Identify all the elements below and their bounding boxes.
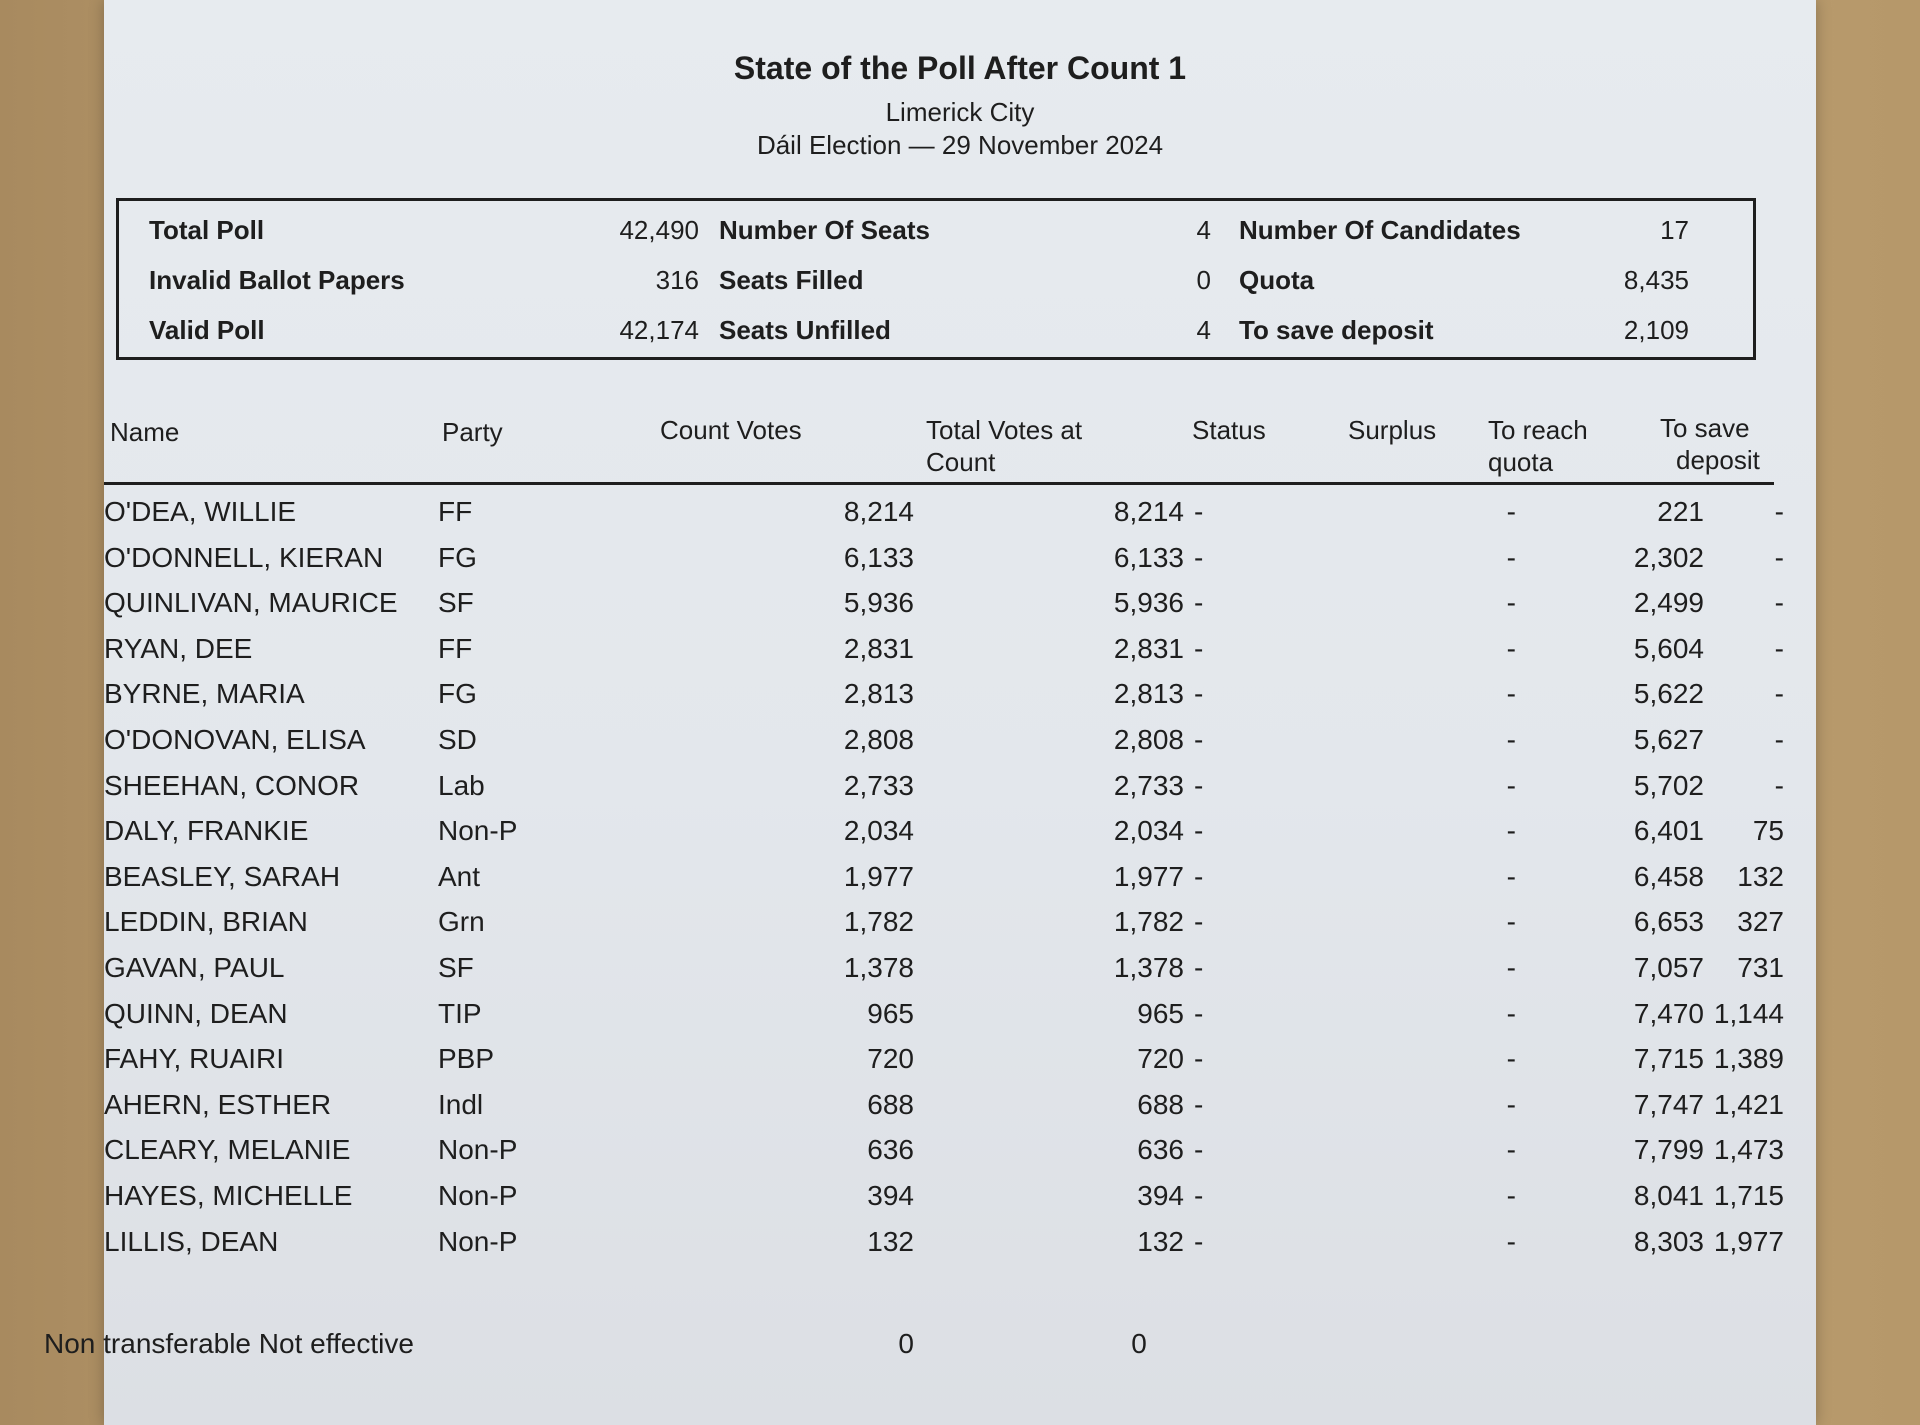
col-count-votes: Count Votes	[660, 415, 802, 445]
to-reach-quota: 7,057	[1633, 952, 1704, 983]
surplus: -	[1506, 1180, 1516, 1211]
table-row	[104, 627, 1816, 671]
surplus: -	[1506, 496, 1516, 527]
to-reach-quota: 7,799	[1633, 1134, 1704, 1166]
to-save-deposit: 1,144	[1713, 997, 1784, 1029]
candidate-party: Grn	[438, 906, 485, 938]
col-total-votes-line1: Total Votes at	[926, 415, 1083, 445]
to-save-deposit: 1,389	[1713, 1043, 1784, 1075]
candidate-name: BYRNE, MARIA	[104, 678, 305, 710]
col-status: Status	[1192, 415, 1266, 445]
poll-sheet	[44, 0, 1816, 1425]
status: -	[1194, 724, 1204, 755]
to-reach-quota: 5,622	[1633, 678, 1704, 710]
count-votes: 2,034	[843, 815, 914, 847]
table-row	[104, 900, 1816, 944]
candidate-party: FF	[438, 632, 473, 664]
to-reach-quota: 221	[1657, 496, 1704, 527]
col-total-votes-line2: Count	[926, 447, 996, 477]
quota-label: Quota	[1239, 265, 1315, 295]
to-reach-quota: 7,747	[1633, 1088, 1704, 1120]
to-reach-quota: 7,715	[1633, 1043, 1704, 1075]
candidate-party: Non-P	[438, 1225, 518, 1257]
surplus: -	[1506, 1134, 1516, 1166]
to-reach-quota: 6,458	[1633, 860, 1704, 892]
status: -	[1194, 769, 1204, 801]
status: -	[1194, 1225, 1204, 1257]
status: -	[1194, 678, 1204, 710]
status: -	[1194, 860, 1204, 892]
total-votes: 2,813	[1113, 678, 1184, 710]
surplus: -	[1506, 815, 1516, 847]
count-votes: 6,133	[843, 541, 914, 573]
to-reach-quota: 8,303	[1633, 1225, 1704, 1257]
candidate-party: Non-P	[438, 815, 518, 847]
candidate-name: QUINN, DEAN	[104, 997, 288, 1029]
candidate-party: PBP	[438, 1043, 495, 1075]
non-transferable-row	[44, 1322, 1816, 1366]
total-votes: 636	[1137, 1134, 1184, 1166]
total-votes: 2,831	[1113, 632, 1184, 664]
candidate-name: DALY, FRANKIE	[104, 815, 309, 847]
to-save-deposit: -	[1774, 724, 1784, 755]
candidate-name: HAYES, MICHELLE	[104, 1180, 353, 1211]
count-votes: 2,813	[843, 678, 914, 710]
surplus: -	[1506, 724, 1516, 755]
surplus: -	[1506, 906, 1516, 938]
to-save-deposit: 327	[1737, 906, 1784, 938]
status: -	[1194, 541, 1204, 573]
to-save-deposit: -	[1774, 496, 1784, 527]
surplus: -	[1506, 1225, 1516, 1257]
non-transferable-count: 0	[898, 1328, 914, 1359]
table-row	[104, 764, 1816, 808]
table-row	[104, 718, 1816, 762]
candidate-party: FG	[438, 678, 477, 710]
total-poll-label: Total Poll	[149, 215, 265, 245]
table-row	[104, 672, 1816, 716]
candidate-name: FAHY, RUAIRI	[104, 1043, 284, 1075]
table-row	[104, 581, 1816, 625]
candidate-name: QUINLIVAN, MAURICE	[104, 587, 398, 619]
count-votes: 1,977	[843, 860, 914, 892]
total-votes: 2,733	[1113, 769, 1184, 801]
total-votes: 2,808	[1113, 724, 1184, 755]
candidate-name: AHERN, ESTHER	[104, 1088, 332, 1120]
to-save-deposit: 132	[1737, 860, 1784, 892]
surplus: -	[1506, 678, 1516, 710]
sheet-header	[104, 48, 1816, 162]
candidate-party: FF	[438, 496, 473, 527]
total-votes: 1,782	[1113, 906, 1184, 938]
count-votes: 636	[867, 1134, 914, 1166]
surplus: -	[1506, 1088, 1516, 1120]
surplus: -	[1506, 541, 1516, 573]
candidate-name: O'DEA, WILLIE	[104, 496, 297, 527]
count-votes: 2,733	[843, 769, 914, 801]
save-deposit-value: 2,109	[1623, 315, 1689, 345]
seats-unfilled-value: 4	[1196, 315, 1211, 345]
surplus: -	[1506, 632, 1516, 664]
to-save-deposit: -	[1774, 541, 1784, 573]
count-votes: 1,782	[843, 906, 914, 938]
non-transferable-label: Non transferable Not effective	[44, 1328, 414, 1359]
to-save-deposit: -	[1774, 678, 1784, 710]
status: -	[1194, 815, 1204, 847]
status: -	[1194, 1088, 1204, 1120]
count-votes: 1,378	[843, 952, 914, 983]
status: -	[1194, 952, 1204, 983]
table-row	[104, 992, 1816, 1036]
total-votes: 8,214	[1113, 496, 1184, 527]
total-votes: 6,133	[1113, 541, 1184, 573]
candidate-name: LILLIS, DEAN	[104, 1225, 279, 1257]
surplus: -	[1506, 952, 1516, 983]
table-row	[104, 1128, 1816, 1172]
candidate-party: SD	[438, 724, 477, 755]
table-row	[104, 809, 1816, 853]
candidate-party: Indl	[438, 1088, 484, 1120]
to-reach-quota: 5,702	[1633, 769, 1704, 801]
election-date: Dáil Election — 29 November 2024	[756, 130, 1164, 160]
candidate-party: SF	[438, 587, 474, 619]
count-votes: 720	[867, 1043, 914, 1075]
status: -	[1194, 997, 1204, 1029]
col-save-deposit-line2: deposit	[1676, 445, 1760, 475]
status: -	[1194, 1134, 1204, 1166]
to-reach-quota: 5,604	[1633, 632, 1704, 664]
surplus: -	[1506, 769, 1516, 801]
number-of-seats-value: 4	[1196, 215, 1211, 245]
to-reach-quota: 8,041	[1633, 1180, 1704, 1211]
table-row	[104, 1220, 1816, 1264]
surplus: -	[1506, 860, 1516, 892]
count-votes: 965	[867, 997, 914, 1029]
count-votes: 688	[867, 1088, 914, 1120]
table-row	[104, 1174, 1816, 1218]
candidate-party: FG	[438, 541, 477, 573]
total-poll-value: 42,490	[619, 215, 699, 245]
table-row	[104, 1037, 1816, 1081]
number-of-candidates-label: Number Of Candidates	[1239, 215, 1521, 245]
to-save-deposit: 1,715	[1713, 1180, 1784, 1211]
seats-unfilled-label: Seats Unfilled	[719, 315, 891, 345]
candidate-name: SHEEHAN, CONOR	[104, 769, 360, 801]
to-reach-quota: 5,627	[1633, 724, 1704, 755]
count-votes: 8,214	[843, 496, 914, 527]
candidate-party: TIP	[438, 997, 482, 1029]
total-votes: 720	[1137, 1043, 1184, 1075]
status: -	[1194, 1180, 1204, 1211]
col-party: Party	[442, 417, 503, 447]
col-reach-quota-line1: To reach	[1488, 415, 1588, 445]
total-votes: 1,378	[1113, 952, 1184, 983]
count-votes: 2,831	[843, 632, 914, 664]
count-votes: 2,808	[843, 724, 914, 755]
save-deposit-label: To save deposit	[1239, 315, 1434, 345]
table-row	[104, 946, 1816, 990]
candidate-party: Lab	[438, 769, 485, 801]
total-votes: 2,034	[1113, 815, 1184, 847]
col-name: Name	[110, 417, 180, 447]
seats-filled-value: 0	[1196, 265, 1211, 295]
total-votes: 965	[1137, 997, 1184, 1029]
candidate-name: GAVAN, PAUL	[104, 952, 285, 983]
total-votes: 5,936	[1113, 587, 1184, 619]
count-votes: 394	[867, 1180, 914, 1211]
count-votes: 132	[867, 1225, 914, 1257]
quota-value: 8,435	[1623, 265, 1689, 295]
header-rule	[104, 482, 1774, 485]
to-reach-quota: 6,653	[1633, 906, 1704, 938]
col-reach-quota-line2: quota	[1488, 447, 1554, 477]
surplus: -	[1506, 587, 1516, 619]
to-save-deposit: -	[1774, 587, 1784, 619]
to-reach-quota: 2,302	[1633, 541, 1704, 573]
candidate-party: Non-P	[438, 1134, 518, 1166]
invalid-ballots-value: 316	[655, 265, 699, 295]
col-save-deposit-line1: To save	[1660, 413, 1750, 443]
to-save-deposit: 75	[1752, 815, 1784, 847]
to-save-deposit: 1,473	[1713, 1134, 1784, 1166]
col-surplus: Surplus	[1348, 415, 1437, 445]
table-row	[104, 1083, 1816, 1127]
candidate-name: O'DONNELL, KIERAN	[104, 541, 384, 573]
to-reach-quota: 2,499	[1633, 587, 1704, 619]
to-reach-quota: 7,470	[1633, 997, 1704, 1029]
total-votes: 688	[1137, 1088, 1184, 1120]
to-save-deposit: -	[1774, 632, 1784, 664]
total-votes: 394	[1137, 1180, 1184, 1211]
to-save-deposit: 1,421	[1713, 1088, 1784, 1120]
non-transferable-total: 0	[1131, 1328, 1147, 1359]
status: -	[1194, 496, 1204, 527]
to-save-deposit: -	[1774, 769, 1784, 801]
valid-poll-label: Valid Poll	[149, 315, 265, 345]
seats-filled-label: Seats Filled	[719, 265, 864, 295]
summary-box	[116, 198, 1756, 360]
to-save-deposit: 1,977	[1713, 1225, 1784, 1257]
table-row	[104, 536, 1816, 580]
status: -	[1194, 587, 1204, 619]
number-of-seats-label: Number Of Seats	[719, 215, 930, 245]
surplus: -	[1506, 1043, 1516, 1075]
candidate-name: CLEARY, MELANIE	[104, 1134, 351, 1166]
candidate-name: RYAN, DEE	[104, 632, 253, 664]
table-row	[104, 855, 1816, 899]
invalid-ballots-label: Invalid Ballot Papers	[149, 265, 405, 295]
candidate-name: BEASLEY, SARAH	[104, 860, 341, 892]
status: -	[1194, 1043, 1204, 1075]
to-reach-quota: 6,401	[1633, 815, 1704, 847]
count-votes: 5,936	[843, 587, 914, 619]
total-votes: 132	[1137, 1225, 1184, 1257]
status: -	[1194, 632, 1204, 664]
surplus: -	[1506, 997, 1516, 1029]
constituency-name: Limerick City	[885, 97, 1035, 127]
candidate-name: LEDDIN, BRIAN	[104, 906, 308, 938]
candidate-name: O'DONOVAN, ELISA	[104, 724, 366, 755]
status: -	[1194, 906, 1204, 938]
to-save-deposit: 731	[1737, 952, 1784, 983]
sheet-title: State of the Poll After Count 1	[733, 50, 1187, 86]
candidate-party: Non-P	[438, 1180, 518, 1211]
number-of-candidates-value: 17	[1660, 215, 1689, 245]
table-row	[104, 490, 1816, 534]
total-votes: 1,977	[1113, 860, 1184, 892]
candidate-party: SF	[438, 952, 474, 983]
valid-poll-value: 42,174	[619, 315, 699, 345]
candidate-party: Ant	[438, 860, 481, 892]
